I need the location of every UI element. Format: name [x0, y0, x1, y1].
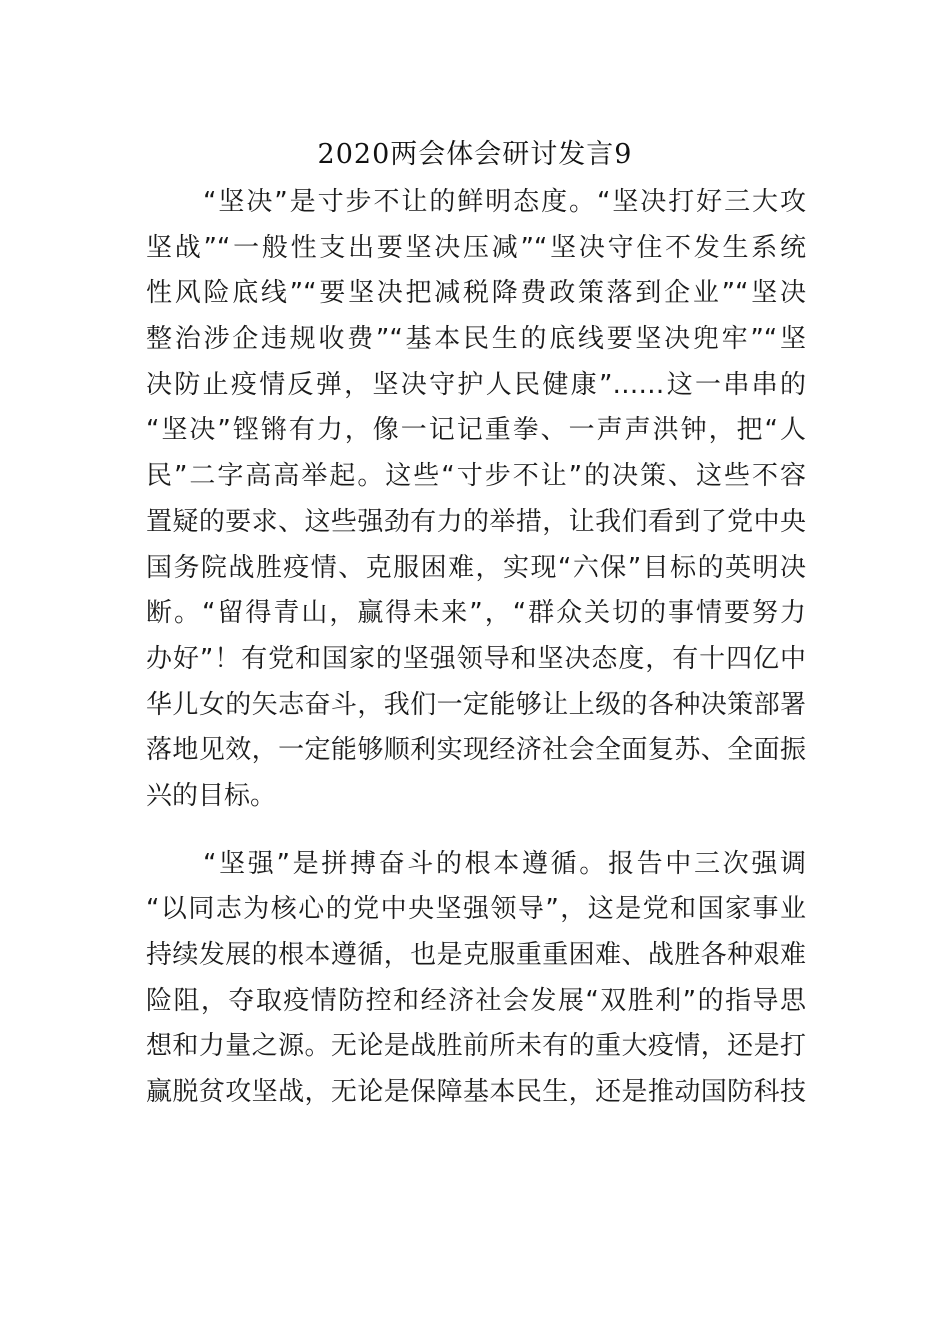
- text-line: 国务院战胜疫情、克服困难，实现“六保”目标的英明决: [146, 552, 806, 583]
- document-title: 2020两会体会研讨发言9: [317, 139, 633, 170]
- paragraph: [146, 180, 806, 820]
- paragraph: [146, 842, 806, 1116]
- text-line: 想和力量之源。无论是战胜前所未有的重大疫情，还是打: [146, 1031, 806, 1062]
- paragraph-gap: [146, 820, 806, 842]
- text-line: 险阻，夺取疫情防控和经济社会发展“双胜利”的指导思: [146, 985, 806, 1016]
- text-line: 赢脱贫攻坚战，无论是保障基本民生，还是推动国防科技: [146, 1077, 806, 1108]
- text-line: 民”二字高高举起。这些“寸步不让”的决策、这些不容: [146, 461, 806, 492]
- text-line: “以同志为核心的党中央坚强领导”，这是党和国家事业: [146, 894, 806, 925]
- text-line: “坚决”铿锵有力，像一记记重拳、一声声洪钟，把“人: [146, 415, 806, 446]
- text-line: 整治涉企违规收费”“基本民生的底线要坚决兜牢”“坚: [146, 324, 806, 355]
- text-line: 坚战”“一般性支出要坚决压减”“坚决守住不发生系统: [146, 232, 806, 263]
- text-line: “坚强”是拼搏奋斗的根本遵循。报告中三次强调: [203, 848, 806, 879]
- text-line: 置疑的要求、这些强劲有力的举措，让我们看到了党中央: [146, 506, 806, 537]
- text-line: 决防止疫情反弹，坚决守护人民健康”……这一串串的: [146, 369, 806, 400]
- text-line: 兴的目标。: [146, 780, 277, 811]
- text-line: 断。“留得青山，赢得未来”，“群众关切的事情要努力: [146, 598, 806, 629]
- text-line: 办好”！有党和国家的坚强领导和坚决态度，有十四亿中: [146, 643, 806, 674]
- text-line: 华儿女的矢志奋斗，我们一定能够让上级的各种决策部署: [146, 689, 806, 720]
- text-line: “坚决”是寸步不让的鲜明态度。“坚决打好三大攻: [203, 187, 806, 217]
- text-line: 落地见效，一定能够顺利实现经济社会全面复苏、全面振: [146, 735, 806, 766]
- document-body: [146, 180, 806, 1116]
- text-line: 性风险底线”“要坚决把减税降费政策落到企业”“坚决: [146, 278, 806, 309]
- text-line: 持续发展的根本遵循，也是克服重重困难、战胜各种艰难: [146, 940, 806, 970]
